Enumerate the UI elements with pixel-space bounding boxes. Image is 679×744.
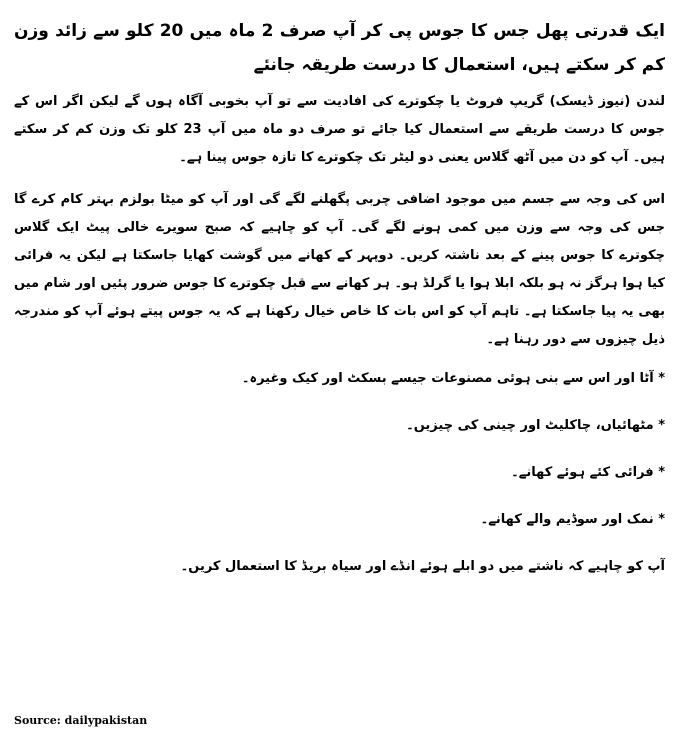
bullet-item: * مٹھائیاں، چاکلیٹ اور چینی کی چیزیں۔ <box>406 418 665 433</box>
closing-paragraph: آپ کو چاہیے کہ ناشتے میں دو ابلے ہوئے انڈے اور سیاہ بریڈ کا استعمال کریں۔ <box>180 559 665 574</box>
article-title: ایک قدرتی پھل جس کا جوس پی کر آپ صرف 2 ماہ میں 20 کلو سے زائد وزن کم کر سکتے ہیں، استعمال کا درست طریقہ جانئے <box>14 21 665 75</box>
article-paragraph: اس کی وجہ سے جسم میں موجود اضافی چربی پگھلنے لگے گی اور آپ کو میٹا بولزم بہتر کام کرے گا جس کی وجہ سے وزن میں کمی ہونے لگے گی۔ آپ کو چاہیے کہ صبح سویرے خالی پیٹ ایک گلاس چکوترے کا جوس پینے کے بعد ناشتہ کریں۔ دوپہر کے کھانے میں گوشت کھایا جاسکتا ہے لیکن یہ فرائی کیا ہوا ہرگز نہ ہو بلکہ ابلا ہوا یا گرلڈ ہو۔ ہر کھانے سے قبل چکوترے کا جوس ضرور پئیں اور شام میں بھی یہ پیا جاسکتا ہے۔ تاہم آپ کو اس بات کا خاص خیال رکھنا ہے کہ یہ جوس پیتے ہوئے آپ کو مندرجہ ذیل چیزوں سے دور رہنا ہے۔ <box>14 192 665 347</box>
article-paragraph: لندن (نیوز ڈیسک) گریپ فروٹ یا چکوترے کی افادیت سے تو آپ بخوبی آگاہ ہوں گے لیکن اگر اس کے جوس کا درست طریقے سے استعمال کیا جائے تو صرف دو ماہ میں آپ 23 کلو تک وزن کم کر سکتے ہیں۔ آپ کو دن میں آٹھ گلاس یعنی دو لیٹر تک چکوترے کا تازہ جوس پینا ہے۔ <box>14 94 665 165</box>
bullet-item: * فرائی کئے ہوئے کھانے۔ <box>511 465 665 480</box>
bullet-item: * نمک اور سوڈیم والے کھانے۔ <box>480 512 665 527</box>
source-credit: Source: dailypakistan <box>14 714 148 727</box>
bullet-item: * آٹا اور اس سے بنی ہوئی مصنوعات جیسے بسکٹ اور کیک وغیرہ۔ <box>241 371 665 386</box>
